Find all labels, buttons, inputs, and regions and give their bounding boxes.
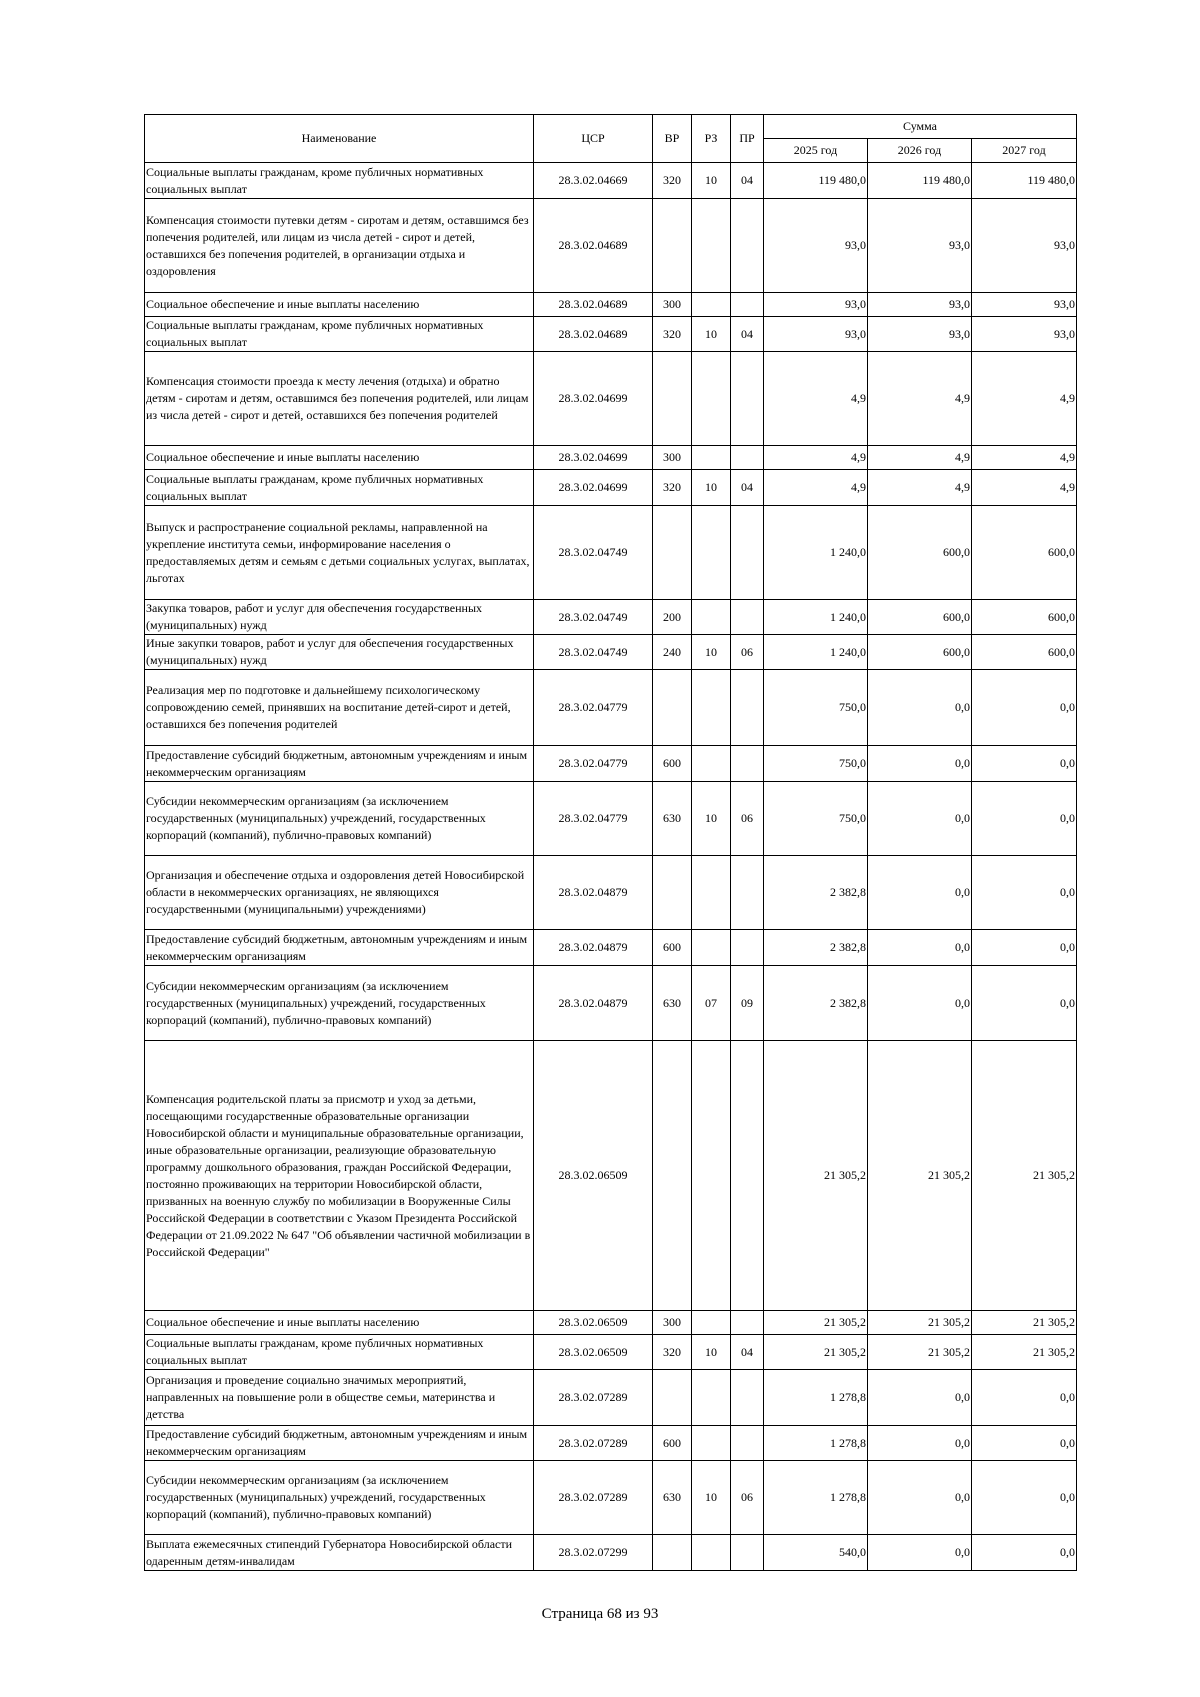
cell-sum-2026: 21 305,2 xyxy=(868,1335,972,1370)
cell-vr xyxy=(653,1370,692,1426)
cell-vr xyxy=(653,199,692,293)
cell-sum-2025: 1 240,0 xyxy=(764,635,868,670)
table-row xyxy=(145,600,1077,635)
cell-sum-2026: 0,0 xyxy=(868,782,972,856)
cell-sum-2025: 119 480,0 xyxy=(764,163,868,199)
table-row xyxy=(145,1311,1077,1335)
cell-vr xyxy=(653,670,692,746)
cell-sum-2027: 119 480,0 xyxy=(972,163,1077,199)
cell-vr: 320 xyxy=(653,470,692,506)
table-row xyxy=(145,163,1077,199)
cell-sum-2027: 0,0 xyxy=(972,1426,1077,1461)
cell-name: Субсидии некоммерческим организациям (за исключением государственных (муниципальных) учреждений, государственных корпораций (компаний), публично-правовых компаний) xyxy=(145,1461,534,1535)
cell-sum-2026: 0,0 xyxy=(868,1426,972,1461)
cell-sum-2026: 0,0 xyxy=(868,930,972,966)
header-vr: ВР xyxy=(653,115,692,163)
cell-sum-2026: 4,9 xyxy=(868,470,972,506)
cell-rz: 10 xyxy=(692,1461,731,1535)
cell-rz: 07 xyxy=(692,966,731,1041)
cell-vr xyxy=(653,1535,692,1571)
cell-sum-2025: 2 382,8 xyxy=(764,966,868,1041)
cell-pr: 04 xyxy=(731,163,764,199)
cell-sum-2025: 2 382,8 xyxy=(764,930,868,966)
cell-csr: 28.3.02.04749 xyxy=(534,600,653,635)
cell-rz xyxy=(692,1041,731,1311)
cell-name: Предоставление субсидий бюджетным, автономным учреждениям и иным некоммерческим организациям xyxy=(145,930,534,966)
header-pr: ПР xyxy=(731,115,764,163)
cell-pr: 04 xyxy=(731,470,764,506)
cell-csr: 28.3.02.07299 xyxy=(534,1535,653,1571)
cell-sum-2027: 0,0 xyxy=(972,930,1077,966)
cell-sum-2027: 0,0 xyxy=(972,966,1077,1041)
cell-sum-2026: 4,9 xyxy=(868,446,972,470)
cell-rz xyxy=(692,1426,731,1461)
cell-csr: 28.3.02.06509 xyxy=(534,1311,653,1335)
cell-vr: 320 xyxy=(653,163,692,199)
table-body xyxy=(145,163,1077,1571)
cell-rz xyxy=(692,1535,731,1571)
header-sum: Сумма xyxy=(764,115,1077,139)
cell-pr xyxy=(731,352,764,446)
cell-vr: 200 xyxy=(653,600,692,635)
cell-sum-2027: 4,9 xyxy=(972,352,1077,446)
cell-csr: 28.3.02.07289 xyxy=(534,1370,653,1426)
cell-rz: 10 xyxy=(692,1335,731,1370)
cell-rz xyxy=(692,352,731,446)
cell-sum-2027: 21 305,2 xyxy=(972,1041,1077,1311)
cell-sum-2026: 0,0 xyxy=(868,746,972,782)
cell-sum-2025: 750,0 xyxy=(764,782,868,856)
table-row xyxy=(145,746,1077,782)
cell-csr: 28.3.02.04689 xyxy=(534,293,653,317)
cell-pr xyxy=(731,1370,764,1426)
cell-sum-2027: 600,0 xyxy=(972,506,1077,600)
cell-vr: 600 xyxy=(653,930,692,966)
cell-sum-2027: 0,0 xyxy=(972,1370,1077,1426)
cell-sum-2025: 21 305,2 xyxy=(764,1335,868,1370)
cell-sum-2027: 93,0 xyxy=(972,293,1077,317)
cell-csr: 28.3.02.04879 xyxy=(534,930,653,966)
cell-csr: 28.3.02.04699 xyxy=(534,352,653,446)
table-row xyxy=(145,470,1077,506)
cell-sum-2026: 0,0 xyxy=(868,856,972,930)
cell-sum-2025: 93,0 xyxy=(764,317,868,352)
cell-csr: 28.3.02.04879 xyxy=(534,856,653,930)
cell-csr: 28.3.02.04779 xyxy=(534,782,653,856)
cell-sum-2025: 1 240,0 xyxy=(764,506,868,600)
cell-name: Организация и проведение социально значимых мероприятий, направленных на повышение роли в обществе семьи, материнства и детства xyxy=(145,1370,534,1426)
cell-sum-2027: 0,0 xyxy=(972,746,1077,782)
cell-name: Социальное обеспечение и иные выплаты населению xyxy=(145,293,534,317)
cell-name: Организация и обеспечение отдыха и оздоровления детей Новосибирской области в некоммерческих организациях, не являющихся государственными (муниципальными) учреждениями) xyxy=(145,856,534,930)
cell-sum-2026: 0,0 xyxy=(868,966,972,1041)
cell-pr xyxy=(731,1311,764,1335)
cell-vr: 600 xyxy=(653,746,692,782)
cell-sum-2025: 2 382,8 xyxy=(764,856,868,930)
cell-vr: 320 xyxy=(653,1335,692,1370)
cell-vr xyxy=(653,1041,692,1311)
cell-vr: 300 xyxy=(653,1311,692,1335)
cell-sum-2026: 0,0 xyxy=(868,670,972,746)
cell-sum-2027: 93,0 xyxy=(972,317,1077,352)
cell-rz xyxy=(692,930,731,966)
cell-pr xyxy=(731,670,764,746)
cell-sum-2025: 4,9 xyxy=(764,446,868,470)
table-row xyxy=(145,1461,1077,1535)
cell-pr: 04 xyxy=(731,317,764,352)
table-row xyxy=(145,856,1077,930)
cell-rz xyxy=(692,199,731,293)
cell-rz xyxy=(692,293,731,317)
cell-name: Социальное обеспечение и иные выплаты населению xyxy=(145,446,534,470)
cell-name: Социальные выплаты гражданам, кроме публичных нормативных социальных выплат xyxy=(145,1335,534,1370)
table-row xyxy=(145,1535,1077,1571)
cell-sum-2025: 93,0 xyxy=(764,199,868,293)
table-row xyxy=(145,782,1077,856)
cell-sum-2027: 21 305,2 xyxy=(972,1335,1077,1370)
cell-name: Выпуск и распространение социальной рекламы, направленной на укрепление института семьи, информирование населения о предоставляемых детям и семьям с детьми социальных услугах, выплатах, льготах xyxy=(145,506,534,600)
cell-sum-2027: 93,0 xyxy=(972,199,1077,293)
cell-sum-2027: 600,0 xyxy=(972,635,1077,670)
cell-csr: 28.3.02.04699 xyxy=(534,446,653,470)
cell-csr: 28.3.02.06509 xyxy=(534,1335,653,1370)
cell-name: Социальное обеспечение и иные выплаты населению xyxy=(145,1311,534,1335)
cell-sum-2027: 0,0 xyxy=(972,1461,1077,1535)
cell-csr: 28.3.02.07289 xyxy=(534,1426,653,1461)
header-year-2025: 2025 год xyxy=(764,139,868,163)
cell-rz xyxy=(692,446,731,470)
cell-sum-2025: 750,0 xyxy=(764,670,868,746)
cell-sum-2025: 93,0 xyxy=(764,293,868,317)
cell-vr xyxy=(653,352,692,446)
cell-vr: 240 xyxy=(653,635,692,670)
cell-sum-2026: 0,0 xyxy=(868,1461,972,1535)
cell-pr xyxy=(731,1426,764,1461)
cell-name: Предоставление субсидий бюджетным, автономным учреждениям и иным некоммерческим организациям xyxy=(145,746,534,782)
cell-sum-2025: 750,0 xyxy=(764,746,868,782)
cell-sum-2026: 0,0 xyxy=(868,1535,972,1571)
cell-rz: 10 xyxy=(692,782,731,856)
table-row xyxy=(145,446,1077,470)
cell-csr: 28.3.02.04879 xyxy=(534,966,653,1041)
cell-name: Иные закупки товаров, работ и услуг для обеспечения государственных (муниципальных) нужд xyxy=(145,635,534,670)
cell-csr: 28.3.02.04779 xyxy=(534,670,653,746)
cell-rz xyxy=(692,856,731,930)
cell-csr: 28.3.02.04689 xyxy=(534,317,653,352)
cell-rz xyxy=(692,670,731,746)
header-year-2026: 2026 год xyxy=(868,139,972,163)
cell-csr: 28.3.02.04779 xyxy=(534,746,653,782)
header-name: Наименование xyxy=(145,115,534,163)
cell-csr: 28.3.02.06509 xyxy=(534,1041,653,1311)
header-year-2027: 2027 год xyxy=(972,139,1077,163)
cell-name: Социальные выплаты гражданам, кроме публичных нормативных социальных выплат xyxy=(145,470,534,506)
table-row xyxy=(145,1041,1077,1311)
budget-table xyxy=(144,114,1077,1571)
cell-rz xyxy=(692,746,731,782)
cell-rz xyxy=(692,506,731,600)
cell-sum-2026: 119 480,0 xyxy=(868,163,972,199)
cell-sum-2027: 600,0 xyxy=(972,600,1077,635)
cell-sum-2025: 21 305,2 xyxy=(764,1041,868,1311)
cell-name: Предоставление субсидий бюджетным, автономным учреждениям и иным некоммерческим организациям xyxy=(145,1426,534,1461)
cell-pr xyxy=(731,293,764,317)
cell-sum-2026: 600,0 xyxy=(868,600,972,635)
cell-rz: 10 xyxy=(692,317,731,352)
cell-sum-2025: 1 240,0 xyxy=(764,600,868,635)
cell-name: Социальные выплаты гражданам, кроме публичных нормативных социальных выплат xyxy=(145,163,534,199)
cell-sum-2027: 0,0 xyxy=(972,670,1077,746)
cell-vr: 630 xyxy=(653,782,692,856)
cell-rz xyxy=(692,1370,731,1426)
cell-sum-2026: 21 305,2 xyxy=(868,1041,972,1311)
cell-rz: 10 xyxy=(692,635,731,670)
header-csr: ЦСР xyxy=(534,115,653,163)
cell-vr xyxy=(653,856,692,930)
table-row xyxy=(145,670,1077,746)
cell-vr xyxy=(653,506,692,600)
cell-name: Реализация мер по подготовке и дальнейшему психологическому сопровождению семей, принявших на воспитание детей-сирот и детей, оставшихся без попечения родителей xyxy=(145,670,534,746)
cell-sum-2025: 21 305,2 xyxy=(764,1311,868,1335)
cell-rz xyxy=(692,1311,731,1335)
table-row xyxy=(145,1370,1077,1426)
cell-sum-2026: 93,0 xyxy=(868,293,972,317)
cell-sum-2026: 93,0 xyxy=(868,317,972,352)
table-row xyxy=(145,317,1077,352)
cell-pr: 06 xyxy=(731,1461,764,1535)
table-row xyxy=(145,1335,1077,1370)
table-row xyxy=(145,506,1077,600)
cell-name: Субсидии некоммерческим организациям (за исключением государственных (муниципальных) учреждений, государственных корпораций (компаний), публично-правовых компаний) xyxy=(145,966,534,1041)
cell-pr xyxy=(731,600,764,635)
cell-pr xyxy=(731,199,764,293)
cell-csr: 28.3.02.04699 xyxy=(534,470,653,506)
cell-pr xyxy=(731,446,764,470)
cell-sum-2025: 4,9 xyxy=(764,352,868,446)
cell-pr xyxy=(731,1535,764,1571)
cell-sum-2025: 1 278,8 xyxy=(764,1426,868,1461)
cell-rz: 10 xyxy=(692,470,731,506)
cell-name: Субсидии некоммерческим организациям (за исключением государственных (муниципальных) учреждений, государственных корпораций (компаний), публично-правовых компаний) xyxy=(145,782,534,856)
cell-sum-2027: 0,0 xyxy=(972,856,1077,930)
cell-sum-2026: 93,0 xyxy=(868,199,972,293)
cell-vr: 630 xyxy=(653,966,692,1041)
table-row xyxy=(145,293,1077,317)
table-row xyxy=(145,635,1077,670)
cell-pr: 06 xyxy=(731,635,764,670)
cell-sum-2027: 0,0 xyxy=(972,782,1077,856)
cell-vr: 630 xyxy=(653,1461,692,1535)
cell-sum-2026: 600,0 xyxy=(868,506,972,600)
cell-csr: 28.3.02.07289 xyxy=(534,1461,653,1535)
cell-sum-2027: 0,0 xyxy=(972,1535,1077,1571)
cell-pr xyxy=(731,746,764,782)
cell-pr xyxy=(731,930,764,966)
cell-csr: 28.3.02.04669 xyxy=(534,163,653,199)
cell-sum-2026: 21 305,2 xyxy=(868,1311,972,1335)
cell-sum-2027: 4,9 xyxy=(972,446,1077,470)
cell-sum-2027: 21 305,2 xyxy=(972,1311,1077,1335)
cell-pr xyxy=(731,506,764,600)
cell-sum-2026: 4,9 xyxy=(868,352,972,446)
table-row xyxy=(145,199,1077,293)
cell-sum-2027: 4,9 xyxy=(972,470,1077,506)
cell-name: Социальные выплаты гражданам, кроме публичных нормативных социальных выплат xyxy=(145,317,534,352)
cell-pr: 09 xyxy=(731,966,764,1041)
cell-sum-2026: 600,0 xyxy=(868,635,972,670)
cell-sum-2025: 540,0 xyxy=(764,1535,868,1571)
cell-pr: 06 xyxy=(731,782,764,856)
cell-sum-2025: 1 278,8 xyxy=(764,1370,868,1426)
cell-csr: 28.3.02.04749 xyxy=(534,506,653,600)
cell-rz: 10 xyxy=(692,163,731,199)
cell-rz xyxy=(692,600,731,635)
cell-vr: 600 xyxy=(653,1426,692,1461)
cell-sum-2025: 4,9 xyxy=(764,470,868,506)
table-row xyxy=(145,966,1077,1041)
cell-csr: 28.3.02.04749 xyxy=(534,635,653,670)
page-number: Страница 68 из 93 xyxy=(541,1606,659,1622)
table-row xyxy=(145,930,1077,966)
cell-vr: 300 xyxy=(653,446,692,470)
table-row xyxy=(145,1426,1077,1461)
cell-pr: 04 xyxy=(731,1335,764,1370)
cell-pr xyxy=(731,856,764,930)
cell-vr: 320 xyxy=(653,317,692,352)
cell-pr xyxy=(731,1041,764,1311)
cell-name: Компенсация стоимости проезда к месту лечения (отдыха) и обратно детям - сиротам и детям, оставшимся без попечения родителей, или лицам из числа детей - сирот и детей, оставшихся без попечения родителей xyxy=(145,352,534,446)
cell-vr: 300 xyxy=(653,293,692,317)
cell-name: Выплата ежемесячных стипендий Губернатора Новосибирской области одаренным детям-инвалидам xyxy=(145,1535,534,1571)
cell-csr: 28.3.02.04689 xyxy=(534,199,653,293)
cell-sum-2025: 1 278,8 xyxy=(764,1461,868,1535)
cell-name: Закупка товаров, работ и услуг для обеспечения государственных (муниципальных) нужд xyxy=(145,600,534,635)
table-row xyxy=(145,352,1077,446)
cell-name: Компенсация стоимости путевки детям - сиротам и детям, оставшимся без попечения родителей, или лицам из числа детей - сирот и детей, оставшихся без попечения родителей, в организации отдыха и оздоровления xyxy=(145,199,534,293)
cell-name: Компенсация родительской платы за присмотр и уход за детьми, посещающими государственные образовательные организации Новосибирской области и муниципальные образовательные организации, иные образовательные организации, реализующие образовательную программу дошкольного образования, граждан Российской Федерации, постоянно проживающих на территории Новосибирской области, призванных на военную службу по мобилизации в Вооруженные Силы Российской Федерации в соответствии с Указом Президента Российской Федерации от 21.09.2022 № 647 "Об объявлении частичной мобилизации в Российской Федерации" xyxy=(145,1041,534,1311)
header-rz: РЗ xyxy=(692,115,731,163)
cell-sum-2026: 0,0 xyxy=(868,1370,972,1426)
